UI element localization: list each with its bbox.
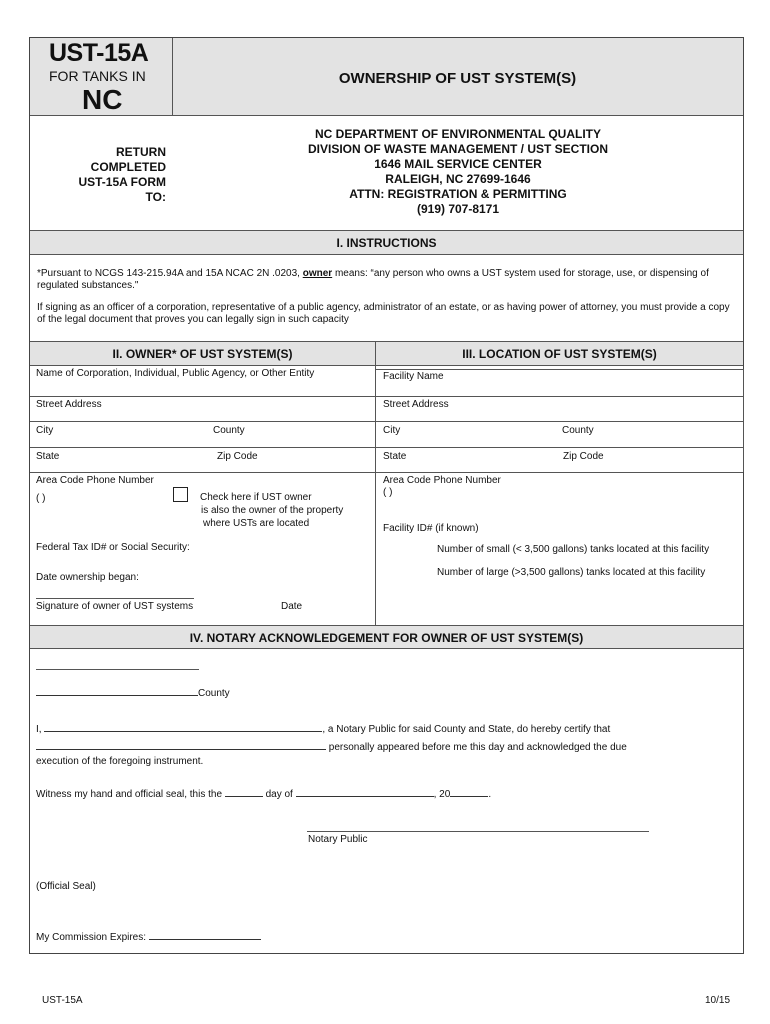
witness-text-c: , 20 bbox=[433, 789, 451, 800]
form-code: UST-15A bbox=[49, 39, 149, 67]
location-row-rule bbox=[376, 472, 743, 473]
witness-year-blank[interactable] bbox=[450, 786, 488, 797]
notary-header bbox=[30, 625, 743, 649]
address-line: (919) 707-8171 bbox=[416, 202, 500, 216]
notary-state-line[interactable] bbox=[36, 669, 199, 670]
notary-line-3: execution of the foregoing instrument. bbox=[36, 756, 204, 767]
witness-text-d: . bbox=[488, 789, 492, 800]
witness-text-a: Witness my hand and official seal, this the bbox=[36, 789, 223, 800]
signature-line bbox=[36, 598, 194, 599]
notary-line-1-end: , a Notary Public for said County and State, do hereby certify that bbox=[322, 724, 611, 735]
address-line: 1646 MAIL SERVICE CENTER bbox=[374, 157, 542, 171]
location-street-field[interactable]: Street Address bbox=[383, 399, 449, 410]
instructions-header bbox=[30, 230, 743, 255]
instructions-p2: If signing as an officer of a corporation, representative of a public agency, administrator of an estate, or as having power of attorney, you must provide a copy of the legal document that proves you can legally sign in such capacity bbox=[37, 302, 730, 325]
owner-name-field[interactable]: Name of Corporation, Individual, Public Agency, or Other Entity bbox=[36, 368, 315, 379]
notary-i-label: I, bbox=[36, 724, 42, 735]
location-city-field[interactable]: City bbox=[383, 425, 401, 436]
checkbox-label-line: where USTs are located bbox=[203, 518, 310, 529]
witness-line bbox=[36, 786, 491, 801]
notary-line-2 bbox=[36, 739, 627, 754]
location-phone-parens: ( ) bbox=[383, 487, 393, 498]
owner-city-field[interactable]: City bbox=[36, 425, 54, 436]
official-seal-label: (Official Seal) bbox=[36, 881, 96, 892]
owner-state-field[interactable]: State bbox=[36, 451, 60, 462]
owner-term: owner bbox=[302, 268, 333, 279]
owns-property-checkbox[interactable] bbox=[173, 487, 188, 502]
return-label-line: UST-15A FORM bbox=[78, 175, 166, 189]
address-line: NC DEPARTMENT OF ENVIRONMENTAL QUALITY bbox=[315, 127, 601, 141]
checkbox-label-line: is also the owner of the property bbox=[201, 505, 344, 516]
return-label-line: RETURN bbox=[116, 145, 166, 159]
address-line: DIVISION OF WASTE MANAGEMENT / UST SECTION bbox=[307, 142, 608, 156]
return-address bbox=[250, 127, 666, 217]
ownership-date-field[interactable]: Date ownership began: bbox=[36, 572, 139, 583]
owner-row-rule bbox=[30, 447, 375, 448]
location-row-rule bbox=[376, 421, 743, 422]
instructions-p1-text-end: means: “any person who owns a UST system used for storage, use, or dispensing of regulated substances." bbox=[37, 268, 709, 291]
instructions-header-text: I. INSTRUCTIONS bbox=[336, 236, 437, 250]
small-tanks-field[interactable]: Number of small (< 3,500 gallons) tanks located at this facility bbox=[437, 544, 710, 555]
signature-date-field[interactable]: Date bbox=[281, 601, 303, 612]
form-state: NC bbox=[82, 84, 123, 115]
checkbox-label-line: Check here if UST owner bbox=[200, 492, 312, 503]
large-tanks-field[interactable]: Number of large (>3,500 gallons) tanks located at this facility bbox=[437, 567, 706, 578]
location-phone-field[interactable]: Area Code Phone Number bbox=[383, 475, 501, 486]
owner-row-rule bbox=[30, 396, 375, 397]
location-box-edge bbox=[743, 369, 744, 472]
witness-day-blank[interactable] bbox=[225, 786, 263, 797]
witness-text-b: day of bbox=[265, 789, 293, 800]
address-line: ATTN: REGISTRATION & PERMITTING bbox=[349, 187, 567, 201]
location-zip-field[interactable]: Zip Code bbox=[563, 451, 604, 462]
location-state-field[interactable]: State bbox=[383, 451, 407, 462]
owner-row-rule bbox=[30, 421, 375, 422]
tax-id-field[interactable]: Federal Tax ID# or Social Security: bbox=[36, 542, 190, 553]
address-line: RALEIGH, NC 27699-1646 bbox=[385, 172, 531, 186]
owner-zip-field[interactable]: Zip Code bbox=[217, 451, 258, 462]
commission-date-blank[interactable] bbox=[149, 929, 261, 940]
return-label-line: TO: bbox=[145, 190, 166, 204]
header-bottom-rule bbox=[30, 115, 743, 116]
notary-county-blank[interactable] bbox=[36, 685, 198, 696]
column-divider bbox=[375, 341, 376, 625]
form-title: OWNERSHIP OF UST SYSTEM(S) bbox=[338, 70, 577, 87]
notary-county-label: County bbox=[198, 688, 230, 699]
location-header: III. LOCATION OF UST SYSTEM(S) bbox=[462, 347, 657, 361]
facility-id-field[interactable]: Facility ID# (if known) bbox=[383, 523, 479, 534]
notary-name-blank[interactable] bbox=[44, 721, 322, 732]
witness-month-blank[interactable] bbox=[296, 786, 434, 797]
owner-row-rule bbox=[30, 472, 375, 473]
commission-row bbox=[36, 929, 261, 944]
commission-label: My Commission Expires: bbox=[36, 932, 147, 943]
footer-revision: 10/15 bbox=[705, 995, 731, 1006]
notary-public-label: Notary Public bbox=[308, 834, 368, 845]
notary-header-text: IV. NOTARY ACKNOWLEDGEMENT FOR OWNER OF UST SYSTEM(S) bbox=[189, 631, 584, 645]
for-tanks-in: FOR TANKS IN bbox=[49, 68, 146, 84]
location-row-rule bbox=[376, 396, 743, 397]
instructions-p1-text: *Pursuant to NCGS 143-215.94A and 15A NCAC 2N .0203, bbox=[37, 268, 303, 279]
return-label bbox=[60, 145, 166, 205]
facility-name-field[interactable]: Facility Name bbox=[383, 371, 444, 382]
notary-line-2-end: personally appeared before me this day and acknowledged the due bbox=[328, 742, 627, 753]
footer-form-code: UST-15A bbox=[42, 995, 83, 1006]
notary-line-1 bbox=[36, 721, 610, 736]
instructions-p1 bbox=[37, 268, 737, 292]
location-row-rule bbox=[376, 447, 743, 448]
owner-header: II. OWNER* OF UST SYSTEM(S) bbox=[112, 347, 293, 361]
owner-county-field[interactable]: County bbox=[213, 425, 245, 436]
notary-signature-line[interactable] bbox=[307, 831, 649, 832]
signature-field[interactable]: Signature of owner of UST systems bbox=[36, 601, 194, 612]
location-county-field[interactable]: County bbox=[562, 425, 594, 436]
notary-county-row bbox=[36, 685, 230, 700]
owner-phone-parens: ( ) bbox=[36, 493, 46, 504]
location-row-rule bbox=[376, 369, 743, 370]
return-label-line: COMPLETED bbox=[90, 160, 166, 174]
appearing-person-blank[interactable] bbox=[36, 739, 326, 750]
owner-street-field[interactable]: Street Address bbox=[36, 399, 102, 410]
owner-phone-field[interactable]: Area Code Phone Number bbox=[36, 475, 154, 486]
